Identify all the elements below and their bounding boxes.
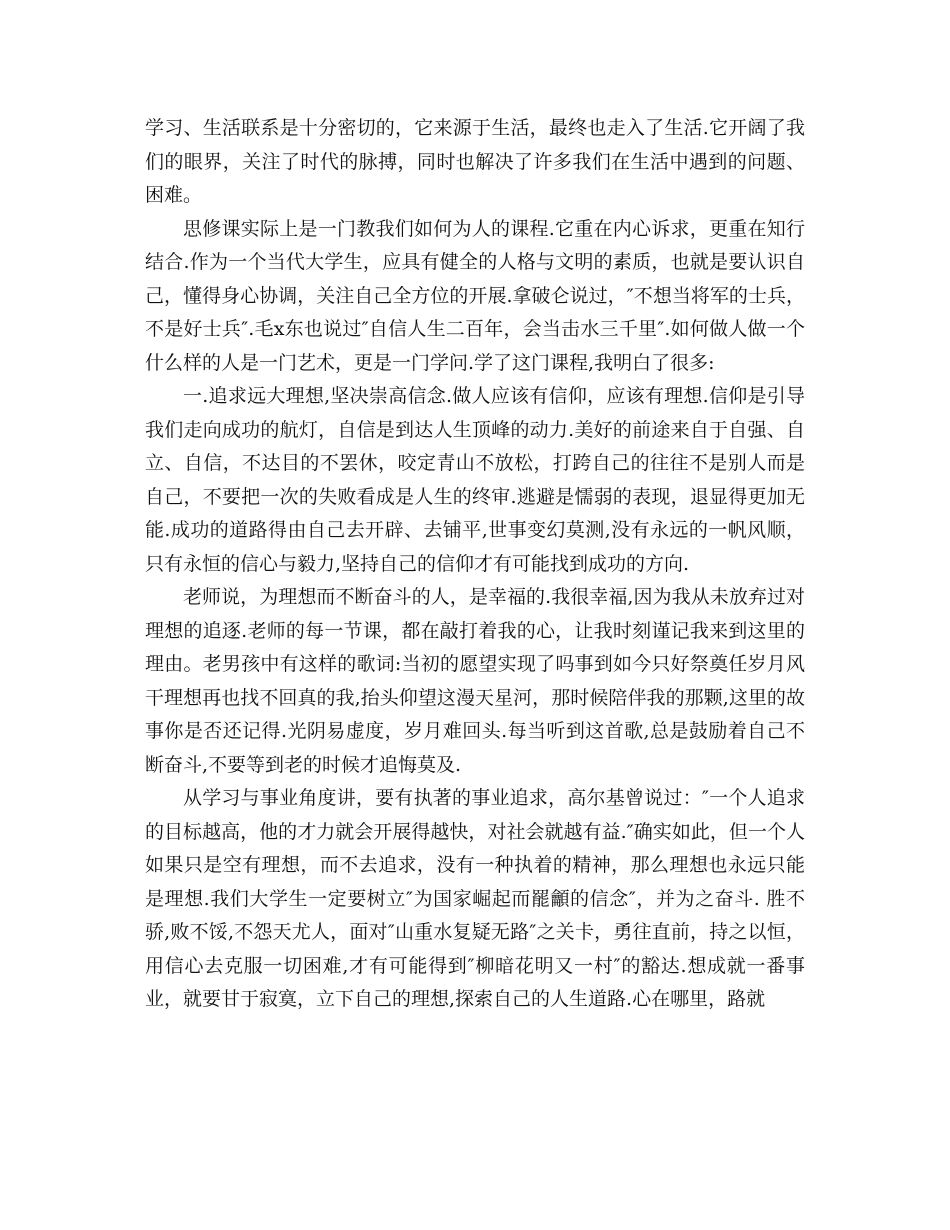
document-body bbox=[145, 112, 805, 1017]
paragraph-2: 思修课实际上是一门教我们如何为人的课程.它重在内心诉求，更重在知行结合.作为一个当代大学生，应具有健全的人格与文明的素质，也就是要认识自己，懂得身心协调，关注自己全方位的开展.拿破仑说过，″不想当将军的士兵，不是好士兵″.毛x东也说过″自信人生二百年，会当击水三千里″.如何做人做一个什么样的人是一门艺术，更是一门学问.学了这门课程,我明白了很多: bbox=[145, 217, 805, 374]
paragraph-1: 学习、生活联系是十分密切的，它来源于生活，最终也走入了生活.它开阔了我们的眼界，关注了时代的脉搏，同时也解决了许多我们在生活中遇到的问题、困难。 bbox=[145, 117, 805, 206]
paragraph-4: 老师说，为理想而不断奋斗的人，是幸福的.我很幸福,因为我从未放弃过对理想的追逐.老师的每一节课，都在敲打着我的心，让我时刻谨记我来到这里的理由。老男孩中有这样的歌词:当初的愿望实现了吗事到如今只好祭奠任岁月风干理想再也找不回真的我,抬头仰望这漫天星河，那时候陪伴我的那颗,这里的故事你是否还记得.光阴易虚度，岁月难回头.每当听到这首歌,总是鼓励着自己不断奋斗,不要等到老的时候才追悔莫及. bbox=[145, 586, 805, 776]
paragraph-5: 从学习与事业角度讲，要有执著的事业追求，高尔基曾说过：″一个人追求的目标越高，他的才力就会开展得越快，对社会就越有益.″确实如此，但一个人如果只是空有理想，而不去追求，没有一种执着的精神，那么理想也永远只能是理想.我们大学生一定要树立″为国家崛起而罷龥的信念″，并为之奋斗. 胜不骄,败不馁,不怨天尤人，面对″山重水复疑无路″之关卡，勇往直前，持之以恒，用信心去克服一切困难,才有可能得到″柳暗花明又一村″的豁达.想成就一番事业，就要甘于寂寞，立下自己的理想,探索自己的人生道路.心在哪里，路就 bbox=[145, 787, 805, 1010]
paragraph-3: 一.追求远大理想,坚决崇高信念.做人应该有信仰，应该有理想.信仰是引导我们走向成功的航灯，自信是到达人生顶峰的动力.美好的前途来自于自强、自立、自信，不达目的不罢休，咬定青山不放松，打跨自己的往往不是别人而是自己，不要把一次的失败看成是人生的终审.逃避是懦弱的表现，退显得更加无能.成功的道路得由自己去开辟、去铺平,世事变幻莫测,没有永远的一帆风顺，只有永恒的信心与毅力,坚持自己的信仰才有可能找到成功的方向. bbox=[145, 385, 805, 575]
